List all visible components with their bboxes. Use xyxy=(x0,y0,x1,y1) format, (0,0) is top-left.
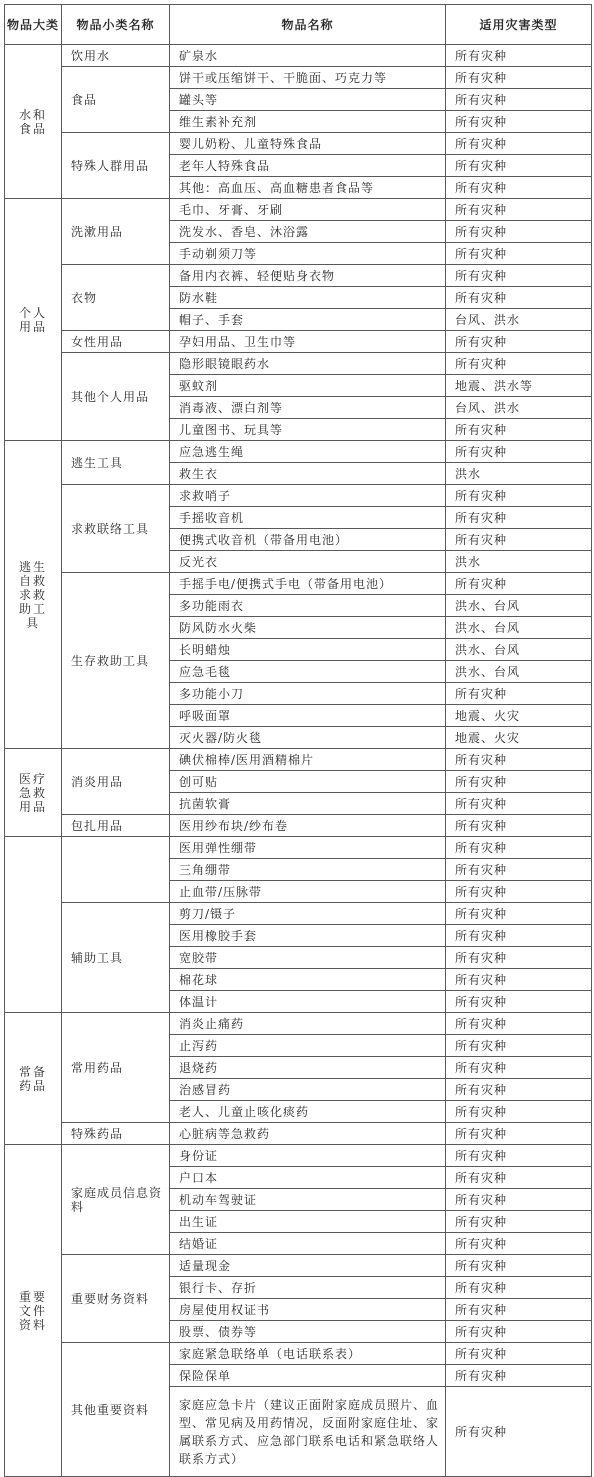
disaster-type-cell: 所有灾种 xyxy=(446,947,592,969)
item-name-cell: 心脏病等急救药 xyxy=(170,1123,446,1145)
subcategory-cell: 重要财务资料 xyxy=(62,1255,170,1343)
disaster-type-cell: 地震、火灾 xyxy=(446,705,592,727)
subcategory-cell: 其他重要资料 xyxy=(62,1343,170,1477)
item-name-cell: 毛巾、牙膏、牙刷 xyxy=(170,199,446,221)
subcategory-cell: 辅助工具 xyxy=(62,903,170,1013)
subcategory-cell: 生存救助工具 xyxy=(62,573,170,749)
supply-table xyxy=(4,4,592,1477)
item-name-cell: 求救哨子 xyxy=(170,485,446,507)
item-name-cell: 医用橡胶手套 xyxy=(170,925,446,947)
item-name-cell: 罐头等 xyxy=(170,89,446,111)
item-name-cell: 治感冒药 xyxy=(170,1079,446,1101)
disaster-type-cell: 洪水、台风 xyxy=(446,595,592,617)
item-name-cell: 消炎止痛药 xyxy=(170,1013,446,1035)
disaster-type-cell: 所有灾种 xyxy=(446,1233,592,1255)
item-name-cell: 剪刀/镊子 xyxy=(170,903,446,925)
item-name-cell: 家庭紧急联络单（电话联系表） xyxy=(170,1343,446,1365)
disaster-type-cell: 所有灾种 xyxy=(446,573,592,595)
item-name-cell: 孕妇用品、卫生巾等 xyxy=(170,331,446,353)
item-name-cell: 医用纱布块/纱布卷 xyxy=(170,815,446,837)
disaster-type-cell: 所有灾种 xyxy=(446,331,592,353)
disaster-type-cell: 洪水、台风 xyxy=(446,617,592,639)
category-cell: 水和食品 xyxy=(5,45,62,199)
item-name-cell: 备用内衣裤、轻便贴身衣物 xyxy=(170,265,446,287)
disaster-type-cell: 所有灾种 xyxy=(446,1145,592,1167)
disaster-type-cell: 所有灾种 xyxy=(446,1299,592,1321)
table-row xyxy=(5,353,592,375)
category-cell xyxy=(5,837,62,1013)
subcategory-cell: 食品 xyxy=(62,67,170,133)
table-row xyxy=(5,67,592,89)
item-name-cell: 医用弹性绷带 xyxy=(170,837,446,859)
item-name-cell: 房屋使用权证书 xyxy=(170,1299,446,1321)
item-name-cell: 防水鞋 xyxy=(170,287,446,309)
subcategory-cell: 特殊人群用品 xyxy=(62,133,170,199)
subcategory-cell: 家庭成员信息资料 xyxy=(62,1145,170,1255)
disaster-type-cell: 所有灾种 xyxy=(446,353,592,375)
table-row xyxy=(5,1343,592,1365)
item-name-cell: 老人、儿童止咳化痰药 xyxy=(170,1101,446,1123)
disaster-type-cell: 所有灾种 xyxy=(446,1211,592,1233)
subcategory-cell xyxy=(62,837,170,903)
item-name-cell: 应急毛毯 xyxy=(170,661,446,683)
table-row xyxy=(5,1145,592,1167)
item-name-cell: 儿童图书、玩具等 xyxy=(170,419,446,441)
table-row xyxy=(5,485,592,507)
category-cell: 个人用品 xyxy=(5,199,62,441)
disaster-type-cell: 所有灾种 xyxy=(446,881,592,903)
table-row xyxy=(5,441,592,463)
item-name-cell: 应急逃生绳 xyxy=(170,441,446,463)
disaster-type-cell: 所有灾种 xyxy=(446,859,592,881)
disaster-type-cell: 台风、洪水 xyxy=(446,397,592,419)
header-subcategory: 物品小类名称 xyxy=(62,5,170,45)
disaster-type-cell: 所有灾种 xyxy=(446,89,592,111)
item-name-cell: 饼干或压缩饼干、干脆面、巧克力等 xyxy=(170,67,446,89)
disaster-type-cell: 所有灾种 xyxy=(446,287,592,309)
item-name-cell: 体温计 xyxy=(170,991,446,1013)
item-name-cell: 银行卡、存折 xyxy=(170,1277,446,1299)
header-item: 物品名称 xyxy=(170,5,446,45)
disaster-type-cell: 所有灾种 xyxy=(446,507,592,529)
disaster-type-cell: 所有灾种 xyxy=(446,1035,592,1057)
item-name-cell: 消毒液、漂白剂等 xyxy=(170,397,446,419)
disaster-type-cell: 所有灾种 xyxy=(446,111,592,133)
disaster-type-cell: 所有灾种 xyxy=(446,793,592,815)
disaster-type-cell: 所有灾种 xyxy=(446,837,592,859)
header-category: 物品大类 xyxy=(5,5,62,45)
disaster-type-cell: 所有灾种 xyxy=(446,529,592,551)
disaster-type-cell: 所有灾种 xyxy=(446,771,592,793)
item-name-cell: 救生衣 xyxy=(170,463,446,485)
item-name-cell: 维生素补充剂 xyxy=(170,111,446,133)
disaster-type-cell: 所有灾种 xyxy=(446,749,592,771)
item-name-cell: 洗发水、香皂、沐浴露 xyxy=(170,221,446,243)
item-name-cell: 宽胶带 xyxy=(170,947,446,969)
table-row xyxy=(5,903,592,925)
category-cell: 逃生自救求救助工具 xyxy=(5,441,62,749)
disaster-type-cell: 所有灾种 xyxy=(446,1079,592,1101)
table-row xyxy=(5,199,592,221)
disaster-type-cell: 所有灾种 xyxy=(446,1189,592,1211)
disaster-type-cell: 所有灾种 xyxy=(446,1255,592,1277)
disaster-type-cell: 洪水、台风 xyxy=(446,661,592,683)
disaster-type-cell: 所有灾种 xyxy=(446,177,592,199)
item-name-cell: 其他：高血压、高血糖患者食品等 xyxy=(170,177,446,199)
table-row xyxy=(5,1123,592,1145)
item-name-cell: 结婚证 xyxy=(170,1233,446,1255)
subcategory-cell: 包扎用品 xyxy=(62,815,170,837)
disaster-type-cell: 所有灾种 xyxy=(446,969,592,991)
disaster-type-cell: 地震、洪水等 xyxy=(446,375,592,397)
table-header-row xyxy=(5,5,592,45)
table-row xyxy=(5,1013,592,1035)
disaster-type-cell: 所有灾种 xyxy=(446,1277,592,1299)
item-name-cell: 帽子、手套 xyxy=(170,309,446,331)
disaster-type-cell: 所有灾种 xyxy=(446,485,592,507)
subcategory-cell: 其他个人用品 xyxy=(62,353,170,441)
item-name-cell: 多功能小刀 xyxy=(170,683,446,705)
item-name-cell: 机动车驾驶证 xyxy=(170,1189,446,1211)
table-row xyxy=(5,815,592,837)
item-name-cell: 止血带/压脉带 xyxy=(170,881,446,903)
disaster-type-cell: 所有灾种 xyxy=(446,1167,592,1189)
category-cell: 常备药品 xyxy=(5,1013,62,1145)
item-name-cell: 矿泉水 xyxy=(170,45,446,67)
table-row xyxy=(5,837,592,859)
item-name-cell: 身份证 xyxy=(170,1145,446,1167)
table-row xyxy=(5,1255,592,1277)
item-name-cell: 灭火器/防火毯 xyxy=(170,727,446,749)
item-name-cell: 婴儿奶粉、儿童特殊食品 xyxy=(170,133,446,155)
disaster-type-cell: 所有灾种 xyxy=(446,1387,592,1477)
table-row xyxy=(5,45,592,67)
subcategory-cell: 女性用品 xyxy=(62,331,170,353)
disaster-type-cell: 所有灾种 xyxy=(446,221,592,243)
item-name-cell: 隐形眼镜眼药水 xyxy=(170,353,446,375)
disaster-type-cell: 所有灾种 xyxy=(446,815,592,837)
disaster-type-cell: 所有灾种 xyxy=(446,1321,592,1343)
disaster-type-cell: 所有灾种 xyxy=(446,1365,592,1387)
subcategory-cell: 洗漱用品 xyxy=(62,199,170,265)
category-cell: 医疗急救用品 xyxy=(5,749,62,837)
item-name-cell: 适量现金 xyxy=(170,1255,446,1277)
subcategory-cell: 常用药品 xyxy=(62,1013,170,1123)
subcategory-cell: 特殊药品 xyxy=(62,1123,170,1145)
disaster-type-cell: 所有灾种 xyxy=(446,441,592,463)
table-row xyxy=(5,265,592,287)
disaster-type-cell: 所有灾种 xyxy=(446,67,592,89)
disaster-type-cell: 所有灾种 xyxy=(446,155,592,177)
disaster-type-cell: 所有灾种 xyxy=(446,925,592,947)
item-name-cell: 创可贴 xyxy=(170,771,446,793)
item-name-cell: 退烧药 xyxy=(170,1057,446,1079)
disaster-type-cell: 洪水 xyxy=(446,463,592,485)
subcategory-cell: 衣物 xyxy=(62,265,170,331)
disaster-type-cell: 洪水 xyxy=(446,551,592,573)
disaster-type-cell: 所有灾种 xyxy=(446,903,592,925)
disaster-type-cell: 所有灾种 xyxy=(446,419,592,441)
item-name-cell: 多功能雨衣 xyxy=(170,595,446,617)
item-name-cell: 驱蚊剂 xyxy=(170,375,446,397)
disaster-type-cell: 所有灾种 xyxy=(446,133,592,155)
subcategory-cell: 消炎用品 xyxy=(62,749,170,815)
disaster-type-cell: 所有灾种 xyxy=(446,199,592,221)
item-name-cell: 手动剃须刀等 xyxy=(170,243,446,265)
disaster-type-cell: 所有灾种 xyxy=(446,1123,592,1145)
disaster-type-cell: 所有灾种 xyxy=(446,683,592,705)
item-name-cell: 抗菌软膏 xyxy=(170,793,446,815)
category-cell: 重要文件资料 xyxy=(5,1145,62,1477)
item-name-cell: 长明蜡烛 xyxy=(170,639,446,661)
item-name-cell: 保险保单 xyxy=(170,1365,446,1387)
subcategory-cell: 求救联络工具 xyxy=(62,485,170,573)
disaster-type-cell: 台风、洪水 xyxy=(446,309,592,331)
item-name-cell: 反光衣 xyxy=(170,551,446,573)
disaster-type-cell: 地震、火灾 xyxy=(446,727,592,749)
disaster-type-cell: 所有灾种 xyxy=(446,45,592,67)
table-row xyxy=(5,749,592,771)
disaster-type-cell: 所有灾种 xyxy=(446,243,592,265)
item-name-cell: 股票、债券等 xyxy=(170,1321,446,1343)
table-row xyxy=(5,573,592,595)
item-name-cell: 止泻药 xyxy=(170,1035,446,1057)
item-name-cell: 便携式收音机（带备用电池） xyxy=(170,529,446,551)
subcategory-cell: 饮用水 xyxy=(62,45,170,67)
item-name-cell: 手摇手电/便携式手电（带备用电池） xyxy=(170,573,446,595)
item-name-cell: 三角绷带 xyxy=(170,859,446,881)
table-body xyxy=(5,45,592,1477)
disaster-type-cell: 所有灾种 xyxy=(446,1343,592,1365)
disaster-type-cell: 所有灾种 xyxy=(446,1101,592,1123)
item-name-cell: 户口本 xyxy=(170,1167,446,1189)
item-name-cell: 棉花球 xyxy=(170,969,446,991)
disaster-type-cell: 所有灾种 xyxy=(446,991,592,1013)
item-name-cell: 家庭应急卡片（建议正面附家庭成员照片、血型、常见病及用药情况，反面附家庭住址、家属联系方式、应急部门联系电话和紧急联络人联系方式） xyxy=(170,1387,446,1477)
table-row xyxy=(5,331,592,353)
header-disaster-type: 适用灾害类型 xyxy=(446,5,592,45)
disaster-type-cell: 所有灾种 xyxy=(446,1057,592,1079)
item-name-cell: 碘伏棉棒/医用酒精棉片 xyxy=(170,749,446,771)
disaster-type-cell: 洪水、台风 xyxy=(446,639,592,661)
item-name-cell: 手摇收音机 xyxy=(170,507,446,529)
table-row xyxy=(5,133,592,155)
item-name-cell: 呼吸面罩 xyxy=(170,705,446,727)
item-name-cell: 老年人特殊食品 xyxy=(170,155,446,177)
disaster-type-cell: 所有灾种 xyxy=(446,265,592,287)
disaster-type-cell: 所有灾种 xyxy=(446,1013,592,1035)
subcategory-cell: 逃生工具 xyxy=(62,441,170,485)
item-name-cell: 防风防水火柴 xyxy=(170,617,446,639)
item-name-cell: 出生证 xyxy=(170,1211,446,1233)
